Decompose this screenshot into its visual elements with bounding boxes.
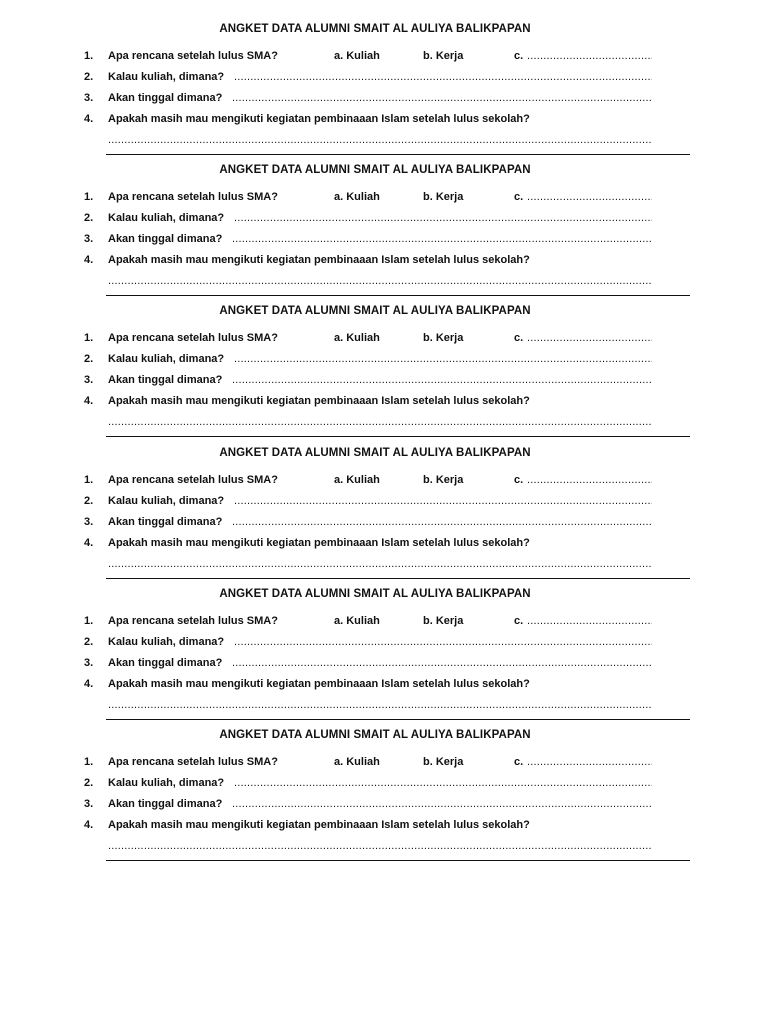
option-c-blank[interactable]	[527, 754, 652, 770]
question-text: Akan tinggal dimana?	[108, 92, 223, 104]
question-number: 1.	[84, 50, 94, 62]
option-c: c.	[514, 191, 524, 203]
question-text: Apa rencana setelah lulus SMA?	[108, 50, 278, 62]
question-number: 2.	[84, 777, 94, 789]
question-text: Kalau kuliah, dimana?	[108, 777, 225, 789]
option-b: b. Kerja	[423, 50, 464, 62]
question-text: Apakah masih mau mengikuti kegiatan pembinaaan Islam setelah lulus sekolah?	[108, 819, 530, 831]
question-4-answer-blank[interactable]	[108, 273, 652, 289]
survey-form-copy-1	[0, 23, 768, 165]
option-c-blank[interactable]	[527, 330, 652, 346]
question-text: Apa rencana setelah lulus SMA?	[108, 191, 278, 203]
answer-blank[interactable]	[234, 634, 652, 650]
form-title: ANGKET DATA ALUMNI SMAIT AL AULIYA BALIKPAPAN	[219, 729, 531, 741]
option-c-blank[interactable]	[527, 472, 652, 488]
question-number: 4.	[84, 254, 94, 266]
question-text: Apakah masih mau mengikuti kegiatan pembinaaan Islam setelah lulus sekolah?	[108, 678, 530, 690]
option-b: b. Kerja	[423, 191, 464, 203]
question-text: Akan tinggal dimana?	[108, 516, 223, 528]
form-title: ANGKET DATA ALUMNI SMAIT AL AULIYA BALIKPAPAN	[219, 588, 531, 600]
question-number: 4.	[84, 537, 94, 549]
option-b: b. Kerja	[423, 474, 464, 486]
question-4-answer-blank[interactable]	[108, 132, 652, 148]
option-c: c.	[514, 332, 524, 344]
question-4-answer-blank[interactable]	[108, 838, 652, 854]
answer-blank[interactable]	[232, 372, 652, 388]
form-divider	[106, 719, 690, 720]
answer-blank[interactable]	[234, 69, 652, 85]
answer-blank[interactable]	[234, 775, 652, 791]
option-a: a. Kuliah	[334, 332, 380, 344]
form-divider	[106, 860, 690, 861]
question-text: Akan tinggal dimana?	[108, 657, 223, 669]
question-text: Apa rencana setelah lulus SMA?	[108, 756, 278, 768]
question-number: 4.	[84, 819, 94, 831]
option-c: c.	[514, 50, 524, 62]
question-text: Kalau kuliah, dimana?	[108, 353, 225, 365]
answer-blank[interactable]	[234, 493, 652, 509]
form-divider	[106, 295, 690, 296]
option-c: c.	[514, 615, 524, 627]
question-text: Kalau kuliah, dimana?	[108, 636, 225, 648]
question-number: 2.	[84, 71, 94, 83]
question-number: 2.	[84, 495, 94, 507]
form-divider	[106, 578, 690, 579]
question-text: Akan tinggal dimana?	[108, 798, 223, 810]
question-4-answer-blank[interactable]	[108, 414, 652, 430]
form-divider	[106, 154, 690, 155]
answer-blank[interactable]	[232, 655, 652, 671]
question-number: 1.	[84, 332, 94, 344]
form-title: ANGKET DATA ALUMNI SMAIT AL AULIYA BALIKPAPAN	[219, 447, 531, 459]
option-b: b. Kerja	[423, 615, 464, 627]
option-c-blank[interactable]	[527, 613, 652, 629]
question-text: Akan tinggal dimana?	[108, 233, 223, 245]
question-number: 3.	[84, 798, 94, 810]
survey-form-copy-5	[0, 588, 768, 730]
question-text: Apa rencana setelah lulus SMA?	[108, 474, 278, 486]
form-title: ANGKET DATA ALUMNI SMAIT AL AULIYA BALIKPAPAN	[219, 164, 531, 176]
question-number: 2.	[84, 636, 94, 648]
option-c: c.	[514, 756, 524, 768]
survey-form-copy-4	[0, 447, 768, 589]
option-a: a. Kuliah	[334, 191, 380, 203]
form-title: ANGKET DATA ALUMNI SMAIT AL AULIYA BALIKPAPAN	[219, 305, 531, 317]
question-number: 3.	[84, 374, 94, 386]
question-number: 4.	[84, 113, 94, 125]
question-text: Kalau kuliah, dimana?	[108, 495, 225, 507]
survey-form-copy-6	[0, 729, 768, 871]
option-b: b. Kerja	[423, 756, 464, 768]
answer-blank[interactable]	[234, 351, 652, 367]
option-a: a. Kuliah	[334, 756, 380, 768]
option-c-blank[interactable]	[527, 189, 652, 205]
question-number: 1.	[84, 756, 94, 768]
survey-form-copy-2	[0, 164, 768, 306]
question-4-answer-blank[interactable]	[108, 556, 652, 572]
question-number: 2.	[84, 353, 94, 365]
answer-blank[interactable]	[232, 796, 652, 812]
answer-blank[interactable]	[232, 514, 652, 530]
question-text: Kalau kuliah, dimana?	[108, 71, 225, 83]
question-text: Apakah masih mau mengikuti kegiatan pembinaaan Islam setelah lulus sekolah?	[108, 113, 530, 125]
question-number: 2.	[84, 212, 94, 224]
option-b: b. Kerja	[423, 332, 464, 344]
question-number: 3.	[84, 233, 94, 245]
question-number: 1.	[84, 474, 94, 486]
question-text: Apakah masih mau mengikuti kegiatan pembinaaan Islam setelah lulus sekolah?	[108, 254, 530, 266]
question-number: 3.	[84, 516, 94, 528]
form-title: ANGKET DATA ALUMNI SMAIT AL AULIYA BALIKPAPAN	[219, 23, 531, 35]
question-text: Apa rencana setelah lulus SMA?	[108, 332, 278, 344]
question-number: 1.	[84, 191, 94, 203]
question-4-answer-blank[interactable]	[108, 697, 652, 713]
question-number: 4.	[84, 395, 94, 407]
form-divider	[106, 436, 690, 437]
answer-blank[interactable]	[232, 231, 652, 247]
question-text: Kalau kuliah, dimana?	[108, 212, 225, 224]
question-number: 1.	[84, 615, 94, 627]
question-text: Akan tinggal dimana?	[108, 374, 223, 386]
option-a: a. Kuliah	[334, 615, 380, 627]
question-number: 3.	[84, 657, 94, 669]
question-text: Apa rencana setelah lulus SMA?	[108, 615, 278, 627]
option-a: a. Kuliah	[334, 50, 380, 62]
option-c: c.	[514, 474, 524, 486]
answer-blank[interactable]	[232, 90, 652, 106]
survey-form-copy-3	[0, 305, 768, 447]
question-number: 4.	[84, 678, 94, 690]
question-number: 3.	[84, 92, 94, 104]
option-c-blank[interactable]	[527, 48, 652, 64]
answer-blank[interactable]	[234, 210, 652, 226]
question-text: Apakah masih mau mengikuti kegiatan pembinaaan Islam setelah lulus sekolah?	[108, 537, 530, 549]
question-text: Apakah masih mau mengikuti kegiatan pembinaaan Islam setelah lulus sekolah?	[108, 395, 530, 407]
option-a: a. Kuliah	[334, 474, 380, 486]
